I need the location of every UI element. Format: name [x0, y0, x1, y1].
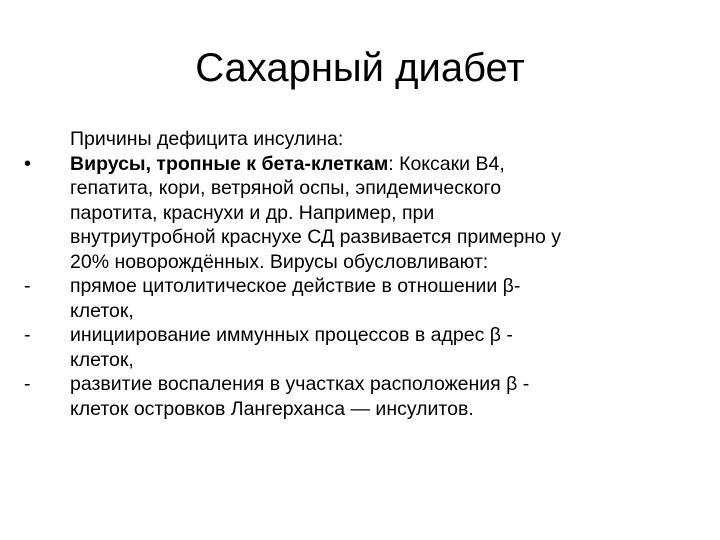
effect-3-line-2: клеток островков Лангерханса — инсулитов.: [70, 397, 474, 420]
effect-1-line-1: прямое цитолитическое действие в отношении β-: [70, 275, 521, 297]
effect-2-line-2: клеток,: [70, 348, 134, 371]
effect-item-1: [24, 274, 664, 299]
effect-item-3-cont: [24, 397, 664, 422]
effect-item-3: [24, 372, 664, 397]
bullet-marker: •: [24, 152, 32, 175]
dash-marker: -: [24, 324, 31, 346]
virus-heading: Вирусы, тропные к бета-клеткам: [70, 152, 389, 175]
dash-marker: -: [24, 275, 31, 297]
effect-2-line-1: инициирование иммунных процессов в адрес β -: [70, 324, 513, 346]
virus-line-3: [24, 201, 664, 226]
virus-line-4: [24, 225, 664, 250]
dash-marker: -: [24, 373, 31, 395]
effect-item-1-cont: [24, 299, 664, 324]
virus-line-2-text: гепатита, кори, ветряной оспы, эпидемического: [70, 177, 502, 199]
effect-item-2-cont: [24, 348, 664, 373]
slide-body: [24, 127, 664, 421]
virus-line-3-text: паротита, краснухи и др. Например, при: [70, 201, 435, 224]
effect-item-2: [24, 323, 664, 348]
virus-line-2: [24, 176, 664, 201]
intro-text: Причины дефицита инсулина:: [70, 128, 344, 150]
intro-line: [24, 127, 664, 152]
virus-line-5: [24, 250, 664, 275]
virus-line-4-text: внутриутробной краснухе СД развивается примерно у: [70, 226, 562, 248]
virus-line-1-rest: : Коксаки В4,: [388, 152, 505, 175]
virus-line-5-text: 20% новорождённых. Вирусы обусловливают:: [70, 250, 489, 273]
effect-1-line-2: клеток,: [70, 299, 134, 322]
effect-3-line-1: развитие воспаления в участках расположения β -: [70, 373, 530, 395]
slide-title: Сахарный диабет: [195, 46, 525, 90]
virus-bullet-line-1: [24, 152, 664, 177]
